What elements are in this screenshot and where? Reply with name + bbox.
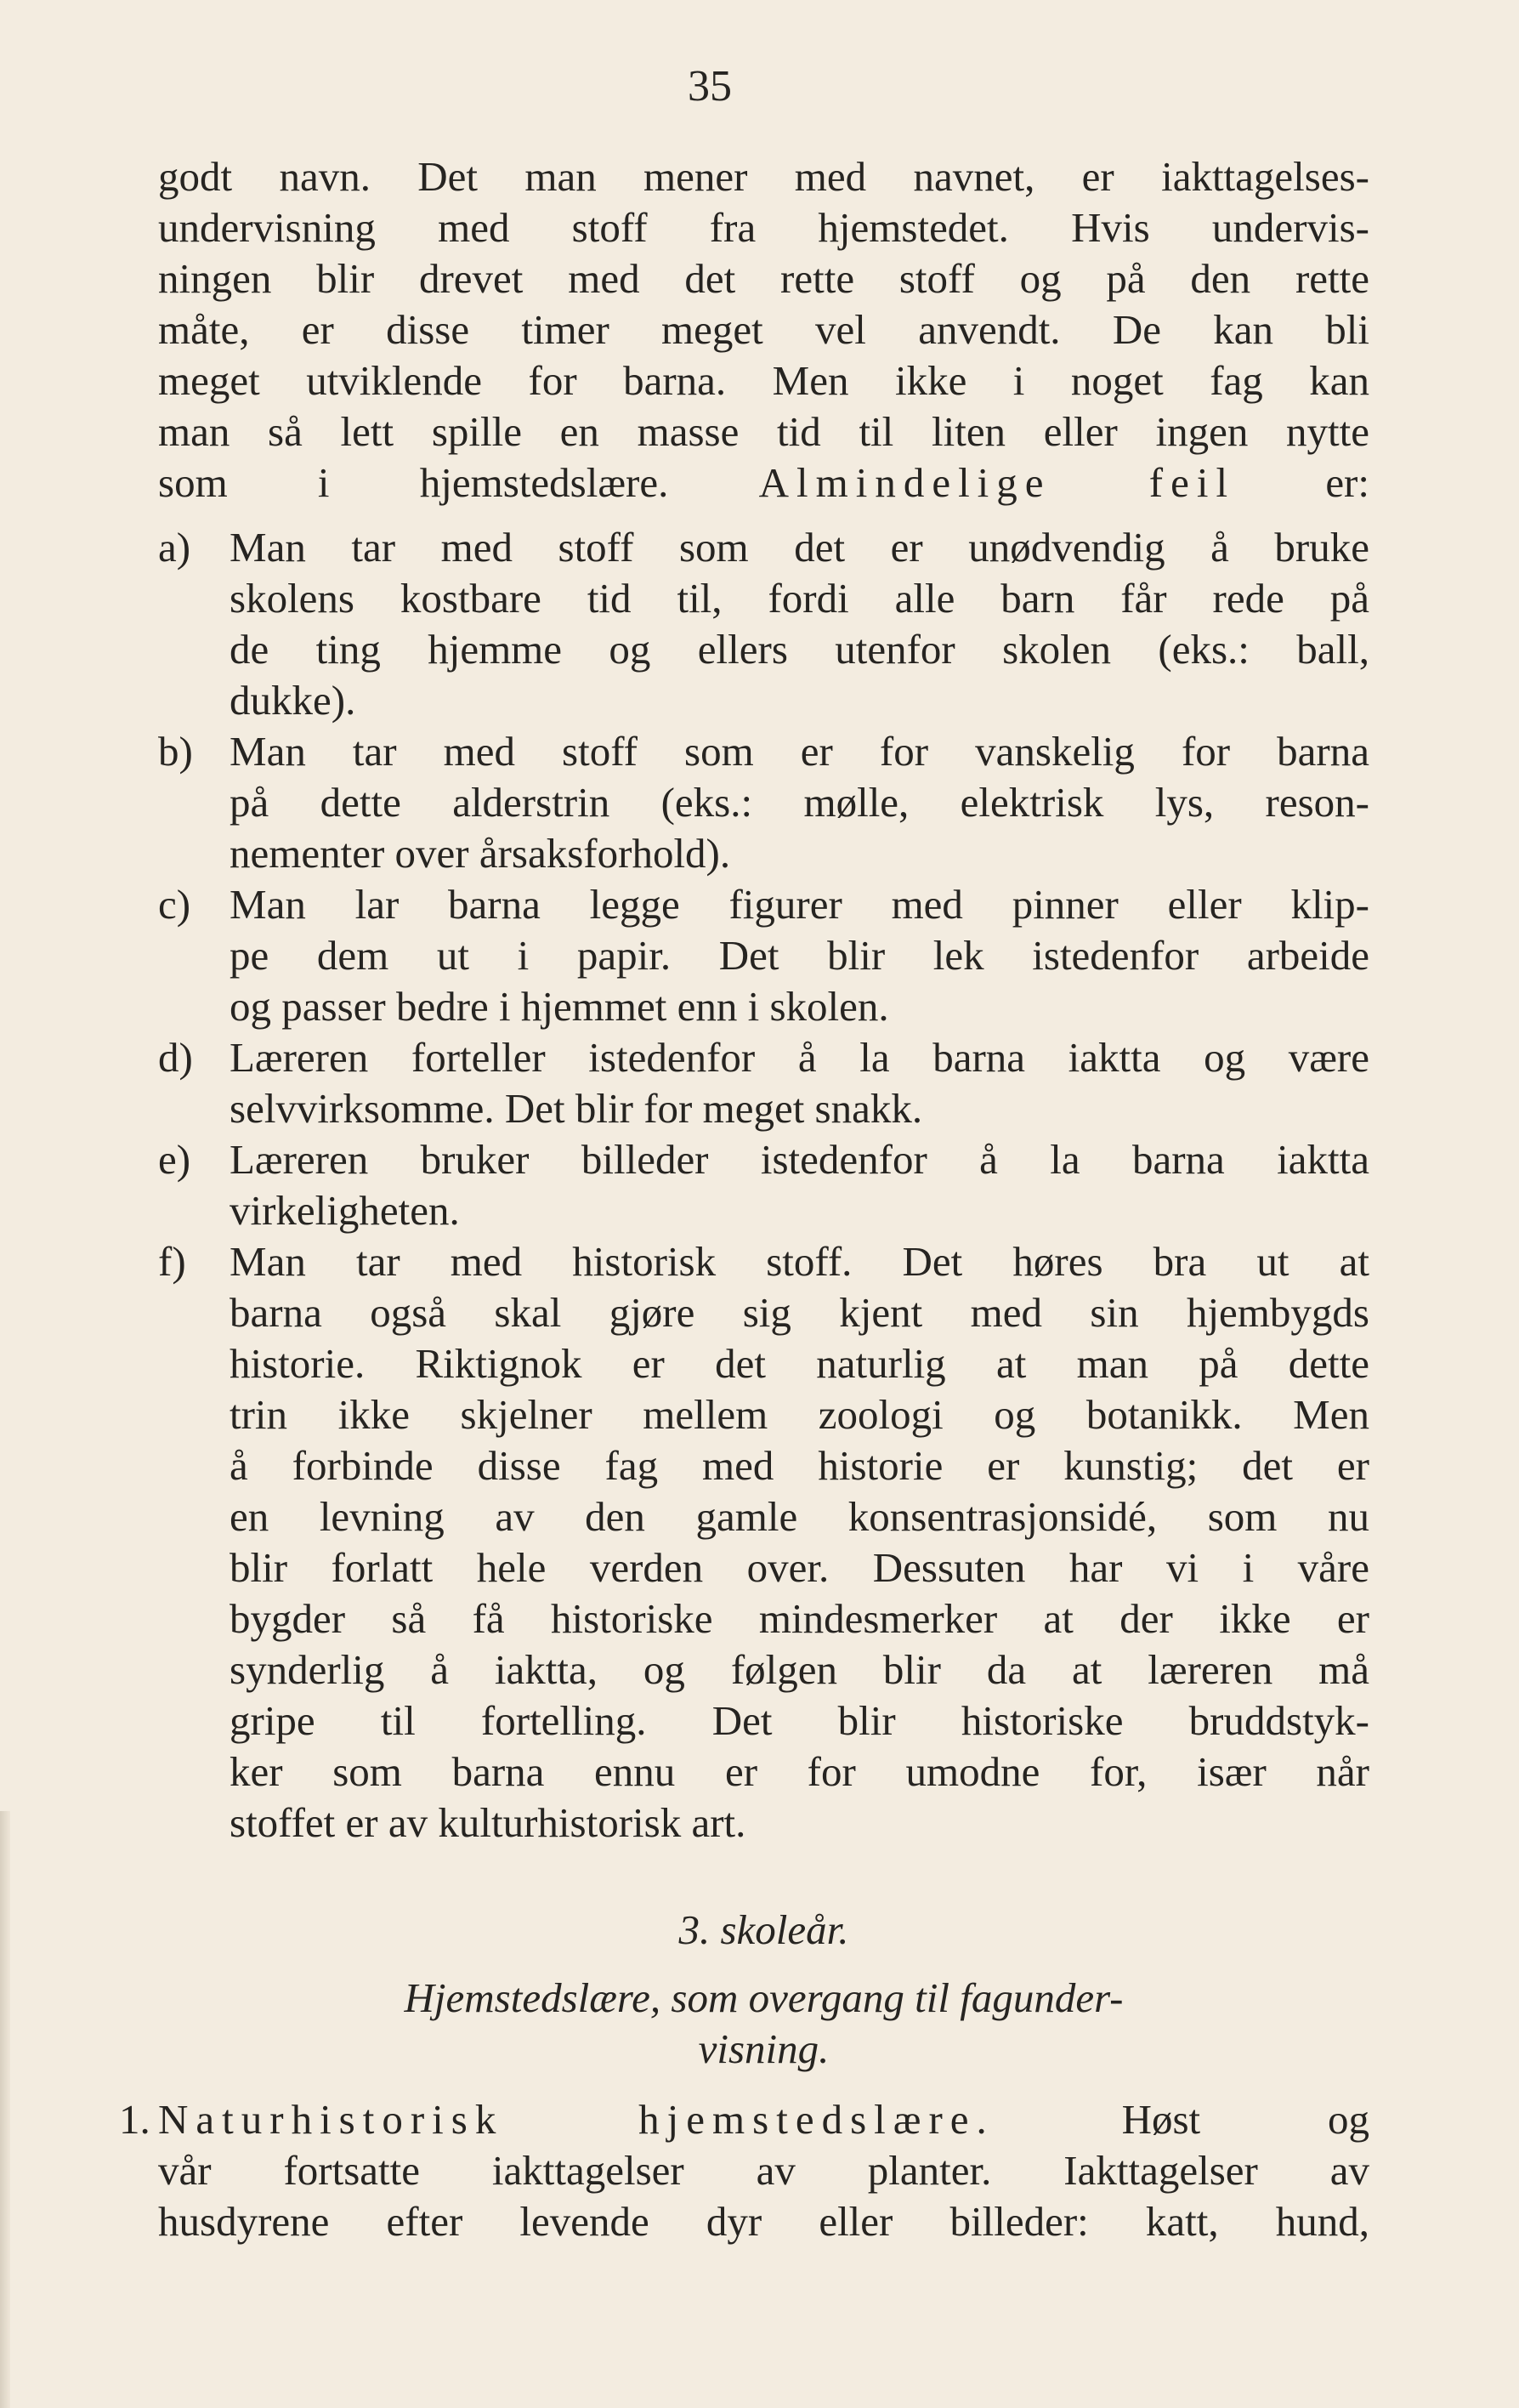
text-line: gripe til fortelling. Det blir historiske bruddstyk-	[230, 1697, 1369, 1744]
text-line: Man lar barna legge figurer med pinner eller klip-	[230, 881, 1369, 928]
text-line: Læreren forteller istedenfor å la barna iaktta og være	[230, 1034, 1369, 1081]
section-subtitle: Hjemstedslære, som overgang til fagunder-	[404, 1974, 1124, 2021]
text-line: pe dem ut i papir. Det blir lek istedenfor arbeide	[230, 932, 1369, 979]
section-subtitle-continued: visning.	[698, 2025, 830, 2072]
intro-paragraph	[158, 151, 1369, 508]
list-item-label: a)	[158, 524, 191, 571]
text-line: godt navn. Det man mener med navnet, er iakttagelses-	[158, 153, 1369, 200]
intro-last-after: er:	[1235, 459, 1369, 506]
text-line: ker som barna ennu er for umodne for, især når	[230, 1748, 1369, 1795]
text-line: trin ikke skjelner mellem zoologi og botanikk. Men	[230, 1391, 1369, 1438]
text-line: Man tar med historisk stoff. Det høres bra ut at	[230, 1238, 1369, 1285]
list-item-label: e)	[158, 1136, 191, 1183]
text-line: måte, er disse timer meget vel anvendt. De kan bli	[158, 306, 1369, 353]
text-line: husdyrene efter levende dyr eller billeder: katt, hund,	[158, 2198, 1369, 2245]
text-line: undervisning med stoff fra hjemstedet. Hvis undervis-	[158, 204, 1369, 251]
list-item	[158, 726, 1369, 879]
error-list	[158, 522, 1369, 1849]
spaced-emphasis: Naturhistorisk hjemstedslære.	[158, 2096, 995, 2143]
page-edge-shadow	[0, 1811, 10, 2408]
text-line: Man tar med stoff som er for vanskelig for barna	[230, 728, 1369, 775]
text-line: historie. Riktignok er det naturlig at man på dette	[230, 1340, 1369, 1387]
text-line: selvvirksomme. Det blir for meget snakk.	[230, 1085, 923, 1132]
final-paragraph	[158, 2094, 1369, 2247]
text-line: man så lett spille en masse tid til liten eller ingen nytte	[158, 408, 1369, 455]
paragraph-number: 1.	[119, 2096, 150, 2143]
text-line: Man tar med stoff som det er unødvendig å bruke	[230, 524, 1369, 571]
intro-last-text: som i hjemstedslære.	[158, 459, 759, 506]
text-line	[158, 457, 1369, 508]
section-heading: 3. skoleår.	[678, 1906, 849, 1953]
text-line: synderlig å iaktta, og følgen blir da at læreren må	[230, 1646, 1369, 1693]
text-line: Læreren bruker billeder istedenfor å la barna iaktta	[230, 1136, 1369, 1183]
text-line: nementer over årsaksforhold).	[230, 830, 731, 877]
list-item-label: b)	[158, 728, 193, 775]
list-item	[158, 1134, 1369, 1236]
list-item	[158, 1032, 1369, 1134]
text-line: blir forlatt hele verden over. Dessuten har vi i våre	[230, 1544, 1369, 1591]
list-item	[158, 522, 1369, 726]
list-item-label: c)	[158, 881, 191, 928]
text-line: dukke).	[230, 677, 356, 724]
text-line: en levning av den gamle konsentrasjonsidé, som nu	[230, 1493, 1369, 1540]
text-line: barna også skal gjøre sig kjent med sin hjembygds	[230, 1289, 1369, 1336]
list-item-label: d)	[158, 1034, 193, 1081]
list-item	[158, 1236, 1369, 1849]
page-number: 35	[688, 62, 732, 111]
text-line: skolens kostbare tid til, fordi alle barn får rede på	[230, 575, 1369, 622]
text-line: stoffet er av kulturhistorisk art.	[230, 1799, 746, 1846]
final-first-rest: Høst og	[994, 2096, 1369, 2143]
text-line: vår fortsatte iakttagelser av planter. Iakttagelser av	[158, 2147, 1369, 2194]
text-line: å forbinde disse fag med historie er kunstig; det er	[230, 1442, 1369, 1489]
spaced-emphasis: Almindelige feil	[758, 459, 1236, 506]
list-item-label: f)	[158, 1238, 186, 1285]
list-item	[158, 879, 1369, 1032]
text-line: virkeligheten.	[230, 1187, 460, 1234]
text-line: meget utviklende for barna. Men ikke i noget fag kan	[158, 357, 1369, 404]
text-line: på dette alderstrin (eks.: mølle, elektrisk lys, reson-	[230, 779, 1369, 826]
text-line: og passer bedre i hjemmet enn i skolen.	[230, 983, 889, 1030]
text-line: ningen blir drevet med det rette stoff og på den rette	[158, 255, 1369, 302]
text-line: bygder så få historiske mindesmerker at der ikke er	[230, 1595, 1369, 1642]
text-line	[158, 2094, 1369, 2145]
text-line: de ting hjemme og ellers utenfor skolen (eks.: ball,	[230, 626, 1369, 673]
